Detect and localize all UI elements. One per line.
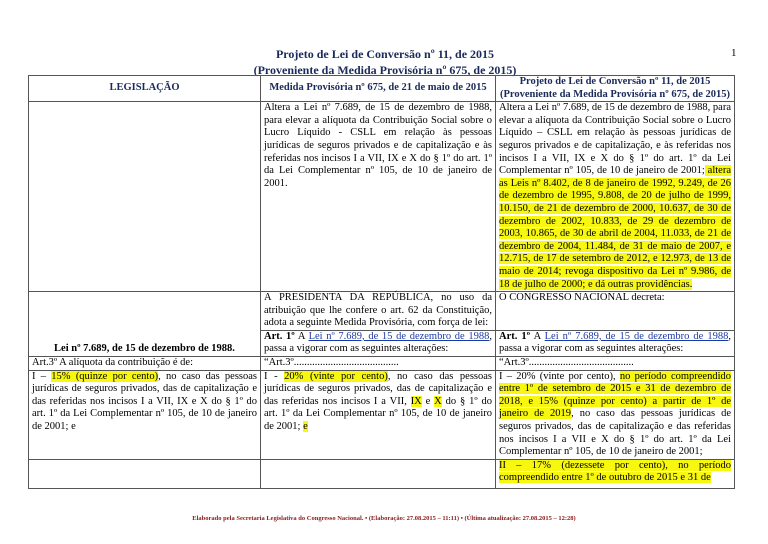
- inciso1-plv-post: , no caso das pessoas jurídicas de seguros privados, das de capitalização e das referidas nos incisos I a VII e X do § 1º do art. 1º da Lei Complementar nº 105, de 10 de janeiro de 2001;: [499, 408, 731, 458]
- header-row: [29, 76, 735, 102]
- page-number: 1: [731, 47, 737, 59]
- preamble-plv: O CONGRESSO NACIONAL decreta:: [496, 292, 735, 331]
- inciso2-plv-highlight: II – 17% (dezessete por cento), no período compreendido entre 1º de outubro de 2015 e 31 de: [499, 459, 731, 484]
- art3-mp: “Art.3º........................................: [261, 357, 496, 371]
- art1-tail-plv: , passa a vigorar com as seguintes alterações:: [499, 330, 731, 355]
- inciso1-mp-highlight3: X: [434, 395, 442, 407]
- inciso2-mp: [261, 459, 496, 488]
- ementa-law-cell: [29, 102, 261, 292]
- comparison-table: [28, 75, 735, 489]
- document-title: Projeto de Lei de Conversão nº 11, de 2015: [275, 47, 495, 61]
- art3-plv: “Art.3º........................................: [496, 357, 735, 371]
- art1-tail: , passa a vigorar com as seguintes alterações:: [264, 330, 492, 355]
- art1-plv: [496, 330, 735, 356]
- art1-article: A: [294, 330, 309, 342]
- inciso1-law-post: , no caso das pessoas jurídicas de seguros privados, das de capitalização e das referidas nos incisos I a VII, IX e X do § 1º do art. 1º da Lei Complementar nº 105, de 10 de janeiro de 2001; e: [32, 370, 258, 433]
- inciso1-plv-pre: I – 20% (vinte por cento),: [499, 370, 620, 382]
- inciso1-mp-highlight4: e: [303, 421, 308, 433]
- preamble-row: [29, 292, 735, 331]
- page-footer: Elaborado pela Secretaria Legislativa do Congresso Nacional. • (Elaboração: 27.08.2015 – 11:11) • (Última atualização: 27.08.2015 – 12:28): [192, 515, 576, 522]
- inciso1-law-highlight: 15% (quinze por cento): [51, 370, 159, 382]
- ementa-mp: Altera a Lei nº 7.689, de 15 de dezembro de 1988, para elevar a alíquota da Contribuição Social sobre o Lucro Líquido - CSLL em relação às pessoas jurídicas de seguros privados e de capitalização e às referidas nos incisos I a VII, IX e X do § 1º do art. 1º da Lei Complementar nº 105, de 10 de janeiro de 2001.: [261, 102, 496, 292]
- art1-label: Art. 1º: [264, 330, 295, 342]
- inciso2-plv: [496, 459, 735, 488]
- art3-law: Art.3º A alíquota da contribuição é de:: [29, 357, 261, 371]
- preamble-mp: A PRESIDENTA DA REPÚBLICA, no uso da atribuição que lhe confere o art. 62 da Constituição, adota a seguinte Medida Provisória, com força de lei:: [261, 292, 496, 331]
- ementa-row: [29, 102, 735, 292]
- ementa-plv-highlight: altera as Leis nº 8.402, de 8 de janeiro de 1992, 9.249, de 26 de dezembro de 1995, 9.808, de 20 de julho de 1999, 10.150, de 21 de dezembro de 2000, 10.637, de 30 de dezembro de 2002, 10.833, de 29 de dezembro de 2003, 10.865, de 30 de abril de 2004, 11.033, de 21 de dezembro de 2004, 11.484, de 31 de maio de 2007, e 12.715, de 17 de setembro de 2012, e 12.973, de 13 de maio de 2014; revoga dispositivo da Lei nº 9.986, de 18 de julho de 2000; e dá outras providências.: [499, 165, 731, 290]
- inciso1-row: [29, 370, 735, 459]
- inciso1-law-pre: I –: [32, 370, 52, 382]
- inciso1-mp: [261, 370, 496, 459]
- law-reference: Lei nº 7.689, de 15 de dezembro de 1988.: [29, 292, 261, 357]
- header-plv-line2: (Proveniente da Medida Provisória nº 675, de 2015): [500, 88, 730, 100]
- header-plv: [496, 76, 735, 102]
- inciso1-mp-mid2: e: [421, 395, 435, 407]
- inciso1-plv-highlight: no período compreendido entre 1º de setembro de 2015 e 31 de dezembro de 2018, e 15% (quinze por cento) a partir de 1º de janeiro de 2019: [499, 370, 731, 420]
- inciso1-plv: [496, 370, 735, 459]
- inciso1-mp-post: do § 1º do art. 1º da Lei Complementar nº 105, de 10 de janeiro de 2001;: [264, 395, 492, 433]
- inciso2-law: [29, 459, 261, 488]
- header-legislacao: LEGISLAÇÃO: [29, 76, 261, 102]
- law-link-plv[interactable]: Lei nº 7.689, de 15 de dezembro de 1988: [544, 330, 729, 342]
- art3-row: [29, 357, 735, 371]
- law-link[interactable]: Lei nº 7.689, de 15 de dezembro de 1988: [308, 330, 490, 342]
- inciso1-law: [29, 370, 261, 459]
- header-plv-line1: Projeto de Lei de Conversão nº 11, de 2015: [519, 76, 711, 87]
- inciso1-mp-mid: , no caso das pessoas jurídicas de seguros privados, das de capitalização e das referidas nos incisos I a VII,: [264, 370, 492, 407]
- art1-article-plv: A: [530, 330, 545, 342]
- inciso1-mp-highlight2: IX: [410, 395, 422, 407]
- ementa-plv: [496, 102, 735, 292]
- art1-label-plv: Art. 1º: [499, 330, 531, 342]
- inciso2-row: [29, 459, 735, 488]
- document-subtitle: (Proveniente da Medida Provisória nº 675, de 2015): [253, 63, 517, 77]
- art1-mp: [261, 330, 496, 356]
- header-mp: Medida Provisória nº 675, de 21 de maio de 2015: [261, 76, 496, 102]
- inciso1-mp-pre: I -: [264, 370, 285, 382]
- inciso1-mp-highlight1: 20% (vinte por cento): [284, 370, 388, 382]
- ementa-plv-text: Altera a Lei nº 7.689, de 15 de dezembro de 1988, para elevar a alíquota da Contribuição Social sobre o Lucro Líquido – CSLL em relação às pessoas jurídicas de seguros privados e de capitalização, e às referidas nos incisos I a VII, IX e X do § 1º do art. 1º da Lei Complementar nº 105, de 10 de janeiro de 2001;: [499, 102, 731, 177]
